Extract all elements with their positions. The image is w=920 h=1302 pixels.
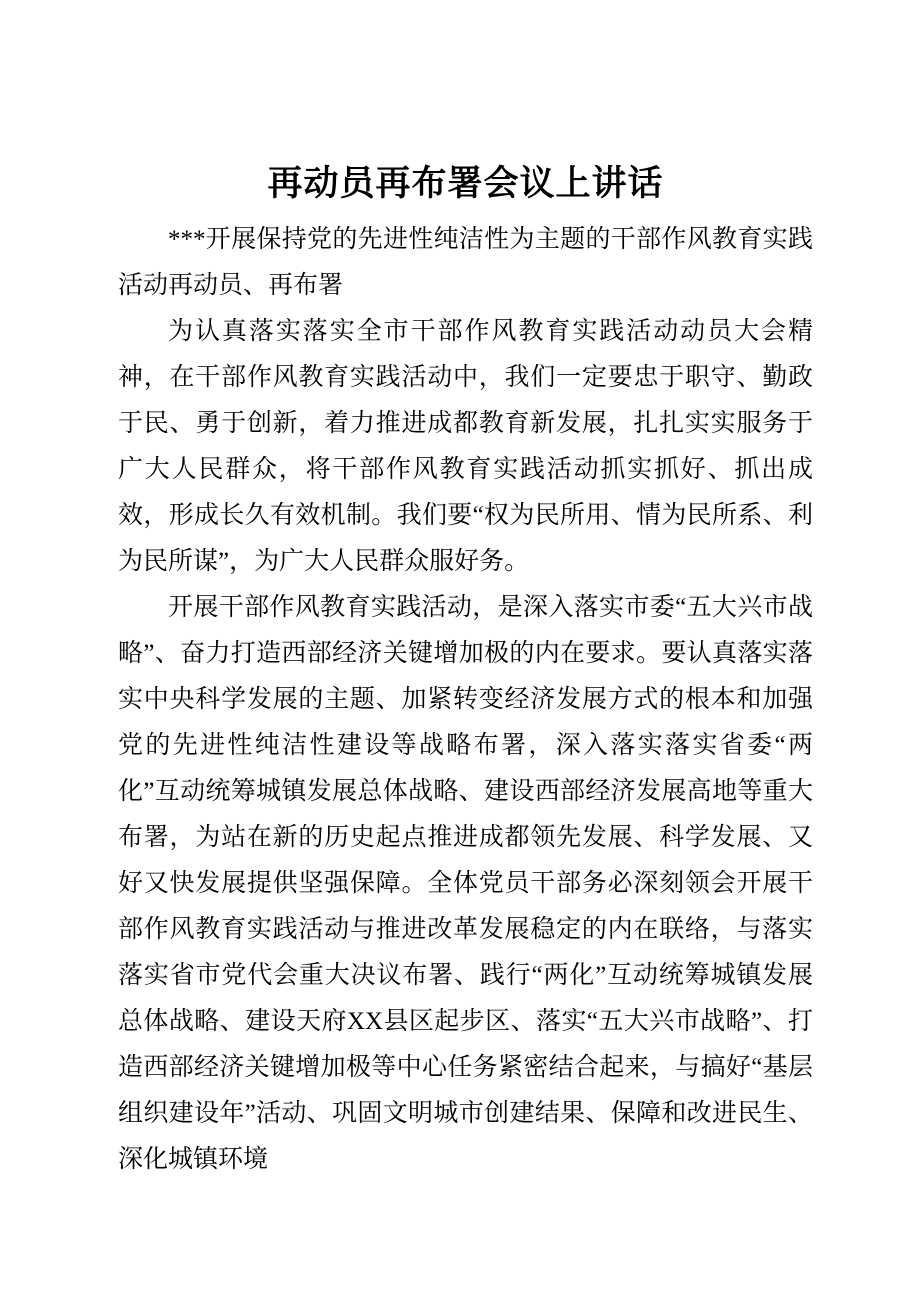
paragraph-subtitle: ***开展保持党的先进性纯洁性为主题的干部作风教育实践活动再动员、再布署	[118, 226, 813, 299]
paragraph-body-1: 为认真落实落实全市干部作风教育实践活动动员大会精神，在干部作风教育实践活动中，我们一定要忠于职守、勤政于民、勇于创新，着力推进成都教育新发展，扎扎实实服务于广大人民群众，将干部作风教育实践活动抓实抓好、抓出成效，形成长久有效机制。我们要“权为民所用、情为民所系、利为民所谋”，为广大人民群众服好务。	[118, 318, 813, 575]
document-title: 再动员再布署会议上讲话	[267, 164, 664, 203]
paragraph-body-2: 开展干部作风教育实践活动，是深入落实市委“五大兴市战略”、奋力打造西部经济关键增加极的内在要求。要认真落实落实中央科学发展的主题、加紧转变经济发展方式的根本和加强党的先进性纯洁性建设等战略布署，深入落实落实省委“两化”互动统筹城镇发展总体战略、建设西部经济发展高地等重大布署，为站在新的历史起点推进成都领先发展、科学发展、又好又快发展提供坚强保障。全体党员干部务必深刻领会开展干部作风教育实践活动与推进改革发展稳定的内在联络，与落实落实省市党代会重大决议布署、践行“两化”互动统筹城镇发展总体战略、建设天府XX县区起步区、落实“五大兴市战略”、打造西部经济关键增加极等中心任务紧密结合起来，与搞好“基层组织建设年”活动、巩固文明城市创建结果、保障和改进民生、深化城镇环境	[118, 594, 813, 1173]
